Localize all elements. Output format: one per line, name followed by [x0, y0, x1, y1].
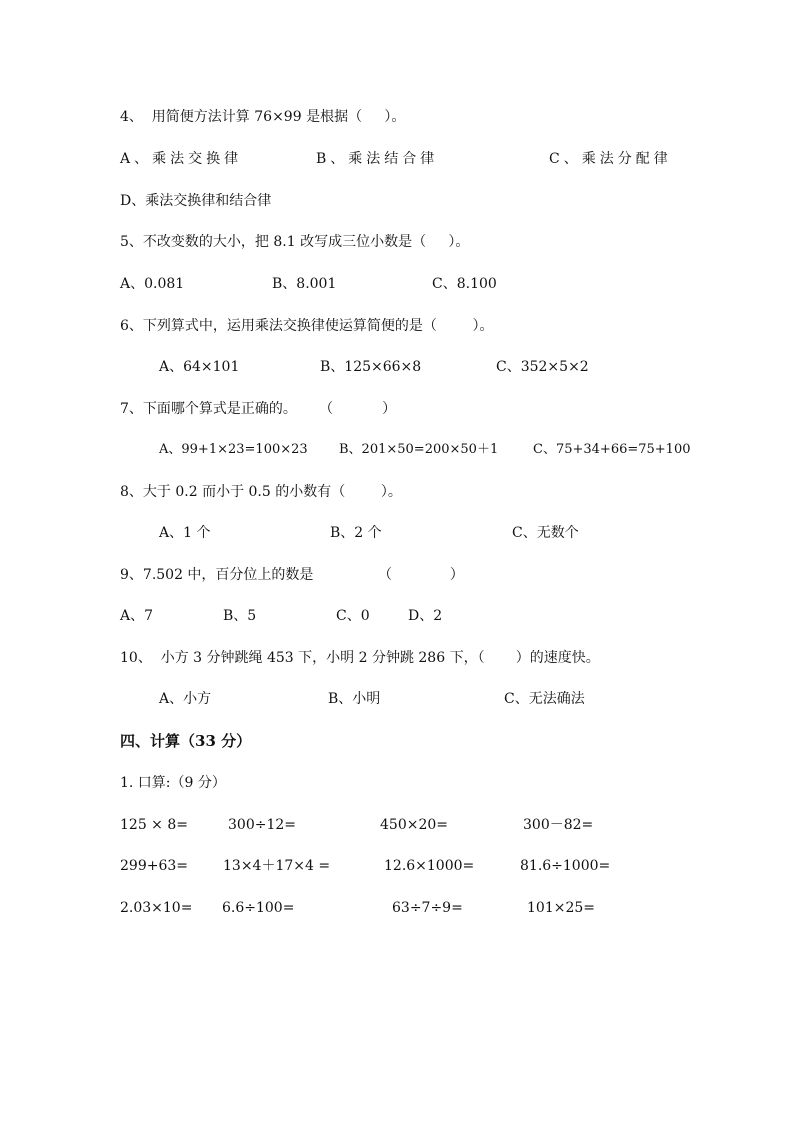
calc-cell: 63÷7÷9=	[392, 900, 463, 916]
question-8-stem: 8、大于 0.2 而小于 0.5 的小数有（ ）。	[120, 484, 402, 500]
question-5-option-a: A、0.081	[120, 276, 185, 292]
question-8-option-a: A、1 个	[159, 525, 211, 541]
question-8-option-b: B、2 个	[330, 525, 382, 541]
question-4-option-b: B、乘法结合律	[316, 151, 439, 167]
question-9-option-c: C、0	[336, 608, 370, 624]
question-9-option-a: A、7	[120, 608, 154, 624]
question-4-stem: 4、 用简便方法计算 76×99 是根据（ ）。	[120, 109, 406, 125]
calc-cell: 299+63=	[120, 858, 188, 874]
question-9-option-d: D、2	[408, 608, 443, 624]
calc-cell: 81.6÷1000=	[520, 858, 611, 874]
question-5-option-c: C、8.100	[432, 276, 497, 292]
question-10-option-c: C、无法确法	[504, 691, 585, 707]
calc-cell: 2.03×10=	[120, 900, 193, 916]
question-7-option-a: A、99+1×23=100×23	[159, 442, 308, 457]
question-6-stem: 6、下列算式中，运用乘法交换律使运算简便的是（ ）。	[120, 318, 494, 334]
calc-cell: 300÷12=	[228, 817, 296, 833]
question-9-option-b: B、5	[223, 608, 257, 624]
question-7-stem: 7、下面哪个算式是正确的。 （ ）	[120, 401, 397, 417]
question-5-stem: 5、不改变数的大小，把 8.1 改写成三位小数是（ ）。	[120, 234, 470, 250]
question-7-option-b: B、201×50=200×50＋1	[339, 442, 499, 457]
question-9-stem: 9、7.502 中，百分位上的数是	[120, 567, 314, 583]
question-6-option-c: C、352×5×2	[496, 359, 589, 375]
question-10-stem: 10、 小方 3 分钟跳绳 453 下，小明 2 分钟跳 286 下，（ ）的速度快。	[120, 650, 600, 666]
calc-cell: 125 × 8=	[120, 817, 188, 833]
question-4-option-a: A、乘法交换律	[120, 151, 243, 167]
section-4-title: 四、计算（33 分）	[120, 732, 252, 750]
question-7-option-c: C、75+34+66=75+100	[533, 442, 691, 457]
question-5-option-b: B、8.001	[272, 276, 337, 292]
calc-cell: 13×4＋17×4 =	[223, 858, 331, 874]
calc-cell: 12.6×1000=	[384, 858, 475, 874]
question-6-option-a: A、64×101	[159, 359, 240, 375]
calc-cell: 300－82=	[523, 817, 594, 833]
question-10-option-b: B、小明	[328, 691, 381, 707]
question-10-option-a: A、小方	[159, 691, 212, 707]
question-8-option-c: C、无数个	[512, 525, 579, 541]
question-6-option-b: B、125×66×8	[320, 359, 422, 375]
calc-cell: 101×25=	[527, 900, 595, 916]
question-4-option-d: D、乘法交换律和结合律	[120, 193, 272, 209]
calc-cell: 6.6÷100=	[222, 900, 295, 916]
calc-cell: 450×20=	[380, 817, 448, 833]
question-4-option-c: C、乘法分配律	[549, 151, 672, 167]
question-9-blank: （ ）	[378, 567, 464, 583]
section-4-subtitle: 1. 口算:（9 分）	[120, 775, 226, 791]
